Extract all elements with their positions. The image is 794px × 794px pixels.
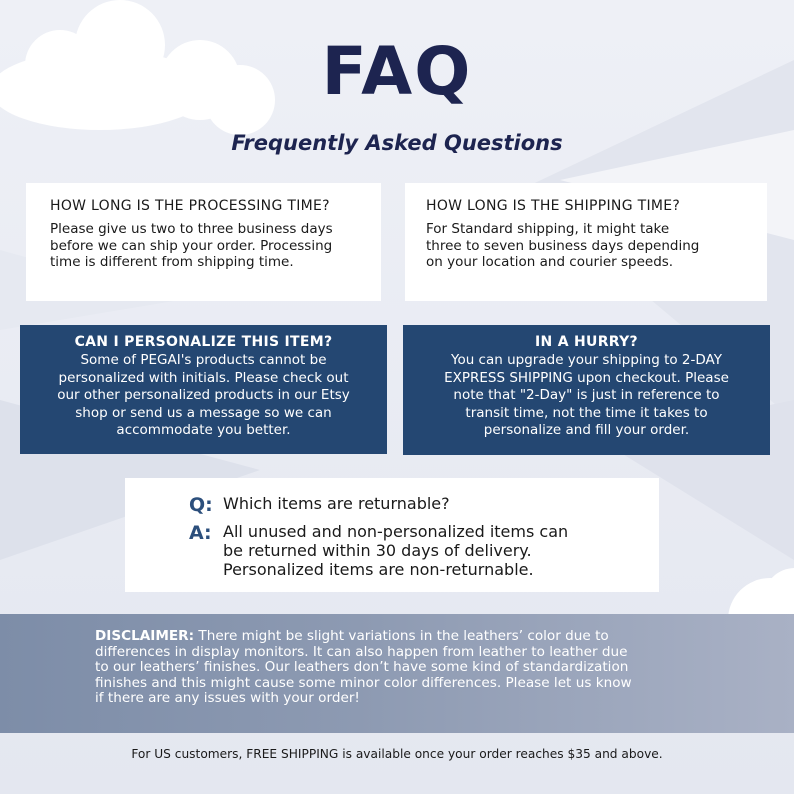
faq-question: HOW LONG IS THE SHIPPING TIME? xyxy=(426,198,681,214)
faq-answer-line: personalize and fill your order. xyxy=(483,422,690,438)
faq-answer-line: before we can ship your order. Processing xyxy=(50,237,333,254)
returns-card xyxy=(125,478,659,592)
faq-card-shipping-time xyxy=(405,183,767,301)
faq-answer-line: transit time, not the time it takes to xyxy=(465,404,708,421)
faq-answer-line: personalized with initials. Please check out xyxy=(58,369,349,386)
disclaimer-line: finishes and this might cause some minor color differences. Please let us know xyxy=(95,674,632,691)
disclaimer-first-line: There might be slight variations in the leathers’ color due to xyxy=(194,628,609,644)
faq-answer-line: our other personalized products in our Etsy xyxy=(57,387,350,403)
faq-answer-line: note that "2-Day" is just in reference to xyxy=(453,387,720,403)
faq-card-in-a-hurry xyxy=(403,325,770,455)
faq-answer-line: For Standard shipping, it might take xyxy=(426,221,670,237)
q-label: Q: xyxy=(189,494,213,516)
returns-question: Which items are returnable? xyxy=(223,494,450,513)
faq-answer xyxy=(426,221,749,271)
faq-answer-line: time is different from shipping time. xyxy=(50,254,294,270)
faq-question: CAN I PERSONALIZE THIS ITEM? xyxy=(74,334,333,350)
returns-answer-row xyxy=(189,522,568,579)
disclaimer-line: differences in display monitors. It can also happen from leather to leather due xyxy=(95,643,628,660)
returns-answer xyxy=(223,522,568,579)
disclaimer-band xyxy=(0,614,794,733)
faq-question: IN A HURRY? xyxy=(535,334,638,350)
returns-answer-line: be returned within 30 days of delivery. xyxy=(223,541,532,560)
returns-answer-line: All unused and non-personalized items can xyxy=(223,522,569,541)
faq-card-processing-time xyxy=(26,183,381,301)
faq-card-personalize xyxy=(20,325,387,454)
page-subtitle: Frequently Asked Questions xyxy=(231,131,563,155)
page-title: FAQ xyxy=(321,33,473,110)
a-label: A: xyxy=(189,522,212,544)
disclaimer-label: DISCLAIMER: xyxy=(95,628,195,644)
faq-answer-line: shop or send us a message so we can xyxy=(75,404,332,421)
faq-answer-line: accommodate you better. xyxy=(116,422,291,438)
faq-answer-line: on your location and courier speeds. xyxy=(426,254,674,270)
disclaimer-text xyxy=(95,629,725,707)
disclaimer-line: if there are any issues with your order! xyxy=(95,690,360,706)
faq-answer xyxy=(28,352,379,440)
footer-shipping-note: For US customers, FREE SHIPPING is available once your order reaches $35 and above. xyxy=(131,747,663,761)
faq-answer-line: EXPRESS SHIPPING upon checkout. Please xyxy=(444,369,729,386)
faq-answer-line: You can upgrade your shipping to 2-DAY xyxy=(451,352,722,368)
faq-question: HOW LONG IS THE PROCESSING TIME? xyxy=(50,198,330,214)
disclaimer-line: to our leathers’ finishes. Our leathers don’t have some kind of standardization xyxy=(95,659,629,675)
faq-answer xyxy=(411,352,762,440)
faq-answer-line: Some of PEGAI's products cannot be xyxy=(80,352,327,368)
disclaimer-line xyxy=(95,629,725,645)
returns-question-row xyxy=(189,494,450,516)
faq-answer-line: Please give us two to three business days xyxy=(50,221,333,237)
faq-answer xyxy=(50,221,363,271)
faq-answer-line: three to seven business days depending xyxy=(426,237,700,254)
returns-answer-line: Personalized items are non-returnable. xyxy=(223,560,534,579)
